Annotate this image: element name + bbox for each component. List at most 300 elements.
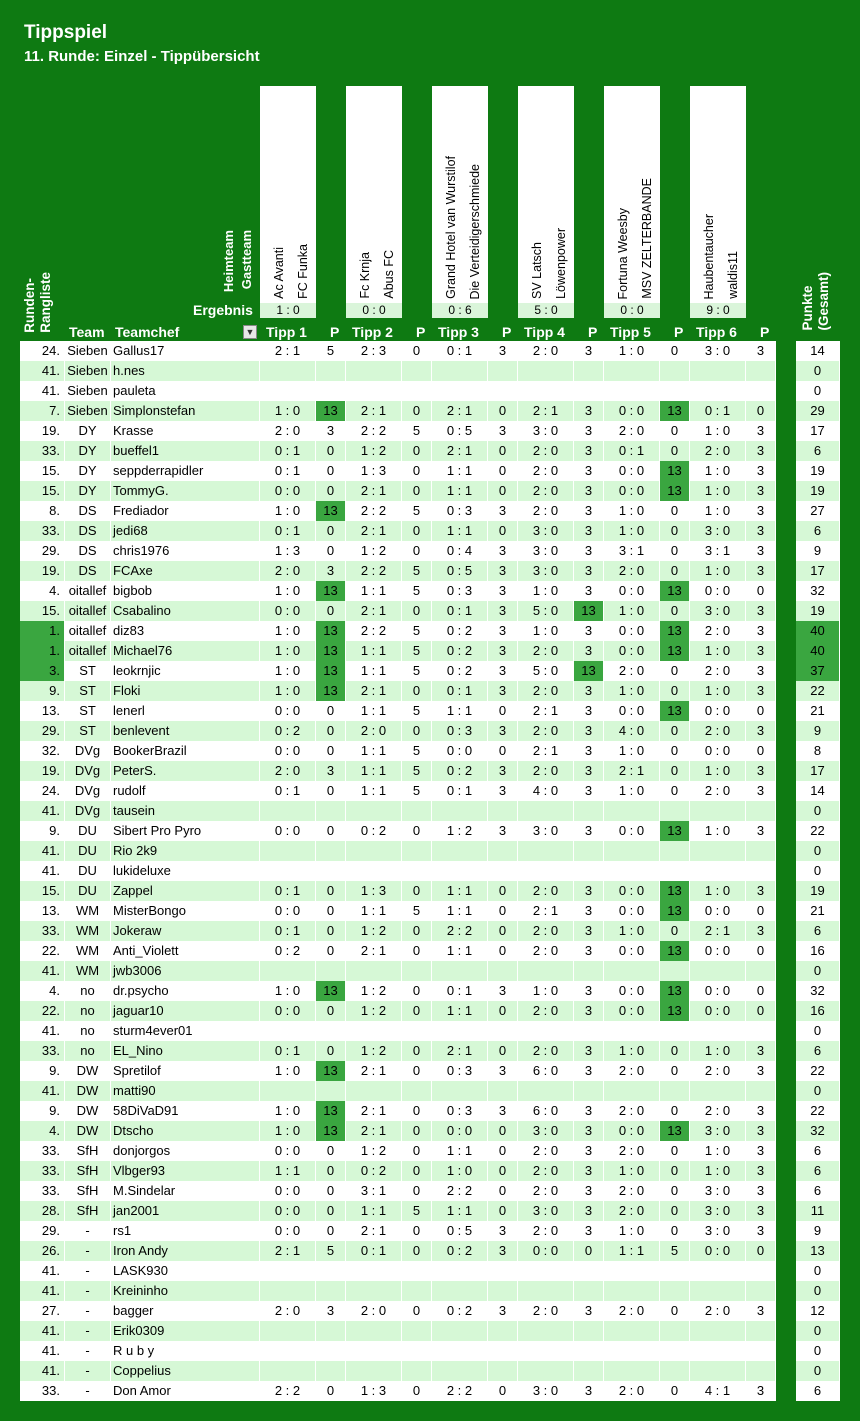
tipp1-cell: [260, 841, 316, 861]
p4-cell: 3: [574, 1061, 604, 1081]
tipp1-cell: 0 : 1: [260, 1041, 316, 1061]
table-row: [20, 921, 840, 941]
p2-cell: 0: [402, 521, 432, 541]
p4-cell: 3: [574, 421, 604, 441]
rank-cell: 33.: [20, 521, 65, 541]
p4-cell: 3: [574, 501, 604, 521]
tipp6-cell: [690, 1341, 746, 1361]
p2-cell: 5: [402, 661, 432, 681]
p6-cell: 3: [746, 1221, 776, 1241]
total-points-cell: 29: [796, 401, 840, 421]
p3-cell: [488, 1081, 518, 1101]
p3-cell: 3: [488, 641, 518, 661]
p3-cell: 0: [488, 901, 518, 921]
tipp5-cell: 1 : 0: [604, 681, 660, 701]
p6-cell: [746, 1361, 776, 1381]
table-row: [20, 681, 840, 701]
tipp2-cell: 2 : 1: [346, 481, 402, 501]
p4-cell: [574, 1341, 604, 1361]
teamchef-cell: Dtscho: [111, 1121, 260, 1141]
total-points-cell: 21: [796, 901, 840, 921]
tipp1-cell: 1 : 0: [260, 981, 316, 1001]
tipp6-cell: 3 : 0: [690, 521, 746, 541]
total-points-cell: 0: [796, 381, 840, 401]
tipp4-cell: 2 : 0: [518, 1141, 574, 1161]
teamchef-cell: bagger: [111, 1301, 260, 1321]
team-cell: oitallef: [65, 581, 111, 601]
tipp3-cell: 0 : 5: [432, 421, 488, 441]
page-subtitle: 11. Runde: Einzel - Tippübersicht: [24, 48, 260, 65]
tipp1-cell: [260, 861, 316, 881]
away-team-name: Löwenpower: [554, 228, 568, 299]
tipp5-cell: 2 : 1: [604, 761, 660, 781]
column-gap: [776, 401, 796, 421]
tipp3-cell: 2 : 2: [432, 921, 488, 941]
teamchef-cell: lenerl: [111, 701, 260, 721]
tipp1-cell: 0 : 2: [260, 941, 316, 961]
tipp6-cell: [690, 1361, 746, 1381]
match-header-5: [604, 86, 660, 315]
p2-cell: 0: [402, 461, 432, 481]
p6-cell: 0: [746, 741, 776, 761]
tipp6-cell: 3 : 1: [690, 541, 746, 561]
teamchef-cell: bueffel1: [111, 441, 260, 461]
total-points-cell: 0: [796, 1361, 840, 1381]
home-team-name: Fc Krnja: [358, 252, 372, 299]
p1-cell: [316, 381, 346, 401]
rank-cell: 28.: [20, 1201, 65, 1221]
table-row: [20, 841, 840, 861]
rank-cell: 22.: [20, 941, 65, 961]
team-column-header: Team: [69, 324, 105, 340]
p2-cell: [402, 1321, 432, 1341]
teamchef-cell: chris1976: [111, 541, 260, 561]
tipp1-cell: 0 : 0: [260, 741, 316, 761]
p1-cell: 0: [316, 1161, 346, 1181]
p4-cell: [574, 1261, 604, 1281]
tipp3-cell: [432, 1361, 488, 1381]
tipp2-cell: 2 : 2: [346, 621, 402, 641]
p6-cell: [746, 1261, 776, 1281]
tipp4-cell: 3 : 0: [518, 421, 574, 441]
tipp1-cell: [260, 1341, 316, 1361]
column-gap: [776, 481, 796, 501]
tipp6-cell: 2 : 0: [690, 1101, 746, 1121]
p3-cell: 0: [488, 741, 518, 761]
tipp5-cell: 0 : 0: [604, 581, 660, 601]
tipp2-cell: 1 : 1: [346, 781, 402, 801]
tipp3-cell: [432, 861, 488, 881]
column-gap: [776, 1381, 796, 1401]
p4-cell: [574, 961, 604, 981]
p1-cell: 13: [316, 1101, 346, 1121]
tipp3-cell: 2 : 1: [432, 401, 488, 421]
tipp2-cell: [346, 1341, 402, 1361]
total-points-cell: 6: [796, 1381, 840, 1401]
p1-cell: 0: [316, 541, 346, 561]
teamchef-cell: sturm4ever01: [111, 1021, 260, 1041]
total-points-cell: 0: [796, 1261, 840, 1281]
tipp5-cell: [604, 861, 660, 881]
table-row: [20, 621, 840, 641]
p5-cell: [660, 801, 690, 821]
tipp4-cell: 2 : 1: [518, 701, 574, 721]
column-gap: [776, 1001, 796, 1021]
tipp4-cell: 2 : 0: [518, 921, 574, 941]
tipp-column-header: Tipp 4: [524, 324, 565, 340]
p6-cell: 3: [746, 921, 776, 941]
p6-cell: 3: [746, 1121, 776, 1141]
tipp4-cell: [518, 861, 574, 881]
tipp1-cell: 1 : 0: [260, 581, 316, 601]
table-row: [20, 1081, 840, 1101]
away-team-name: Die Verteidigerschmiede: [468, 163, 482, 299]
team-cell: -: [65, 1281, 111, 1301]
p2-cell: 5: [402, 701, 432, 721]
tipp6-cell: 2 : 0: [690, 1061, 746, 1081]
tipp5-cell: [604, 961, 660, 981]
p6-cell: 0: [746, 581, 776, 601]
tipp1-cell: 1 : 0: [260, 501, 316, 521]
tipp6-cell: 3 : 0: [690, 1201, 746, 1221]
p1-cell: 3: [316, 421, 346, 441]
total-points-cell: 12: [796, 1301, 840, 1321]
p6-cell: 0: [746, 1001, 776, 1021]
tipp2-cell: 1 : 1: [346, 581, 402, 601]
team-cell: -: [65, 1221, 111, 1241]
tipp5-cell: [604, 801, 660, 821]
p4-cell: [574, 861, 604, 881]
p2-cell: 0: [402, 1181, 432, 1201]
p2-cell: 0: [402, 541, 432, 561]
p2-cell: [402, 361, 432, 381]
tipp6-cell: 0 : 0: [690, 701, 746, 721]
rank-cell: 41.: [20, 1021, 65, 1041]
rank-cell: 7.: [20, 401, 65, 421]
p4-cell: 3: [574, 541, 604, 561]
p1-cell: 0: [316, 701, 346, 721]
tipp1-cell: 0 : 1: [260, 921, 316, 941]
rank-cell: 41.: [20, 381, 65, 401]
tipp2-cell: 2 : 1: [346, 1101, 402, 1121]
teamchef-cell: matti90: [111, 1081, 260, 1101]
p4-cell: 3: [574, 1221, 604, 1241]
teamchef-cell: R u b y: [111, 1341, 260, 1361]
team-cell: no: [65, 981, 111, 1001]
tipp2-cell: 1 : 1: [346, 1201, 402, 1221]
p5-cell: 0: [660, 1061, 690, 1081]
p5-cell: 13: [660, 941, 690, 961]
p5-cell: [660, 1281, 690, 1301]
tipp6-cell: [690, 1021, 746, 1041]
away-team-name: waldis11: [726, 251, 740, 299]
p5-cell: 0: [660, 921, 690, 941]
p1-cell: 0: [316, 521, 346, 541]
table-row: [20, 441, 840, 461]
table-row: [20, 1001, 840, 1021]
teamchef-cell: diz83: [111, 621, 260, 641]
p1-cell: 0: [316, 441, 346, 461]
tipp2-cell: 2 : 1: [346, 601, 402, 621]
table-row: [20, 481, 840, 501]
tipp6-cell: 2 : 0: [690, 721, 746, 741]
column-gap: [776, 761, 796, 781]
rank-cell: 33.: [20, 921, 65, 941]
tipp4-cell: [518, 1261, 574, 1281]
table-row: [20, 561, 840, 581]
filter-dropdown-button[interactable]: ▼: [243, 325, 257, 339]
rank-cell: 9.: [20, 821, 65, 841]
p1-cell: [316, 1361, 346, 1381]
p5-cell: 0: [660, 421, 690, 441]
p4-cell: 3: [574, 621, 604, 641]
p6-cell: 3: [746, 721, 776, 741]
p4-cell: 3: [574, 721, 604, 741]
rank-cell: 8.: [20, 501, 65, 521]
total-points-cell: 17: [796, 561, 840, 581]
total-points-cell: 6: [796, 921, 840, 941]
tipp3-cell: 0 : 1: [432, 341, 488, 361]
p1-cell: 0: [316, 601, 346, 621]
p1-cell: 0: [316, 1001, 346, 1021]
tipp3-cell: 0 : 0: [432, 1121, 488, 1141]
table-row: [20, 1261, 840, 1281]
tipp3-cell: 1 : 1: [432, 521, 488, 541]
p3-cell: 0: [488, 461, 518, 481]
column-gap: [776, 921, 796, 941]
rank-cell: 15.: [20, 881, 65, 901]
p2-cell: [402, 1361, 432, 1381]
rank-cell: 24.: [20, 341, 65, 361]
p4-cell: 3: [574, 1201, 604, 1221]
total-points-cell: 32: [796, 981, 840, 1001]
rank-cell: 32.: [20, 741, 65, 761]
p6-cell: 3: [746, 681, 776, 701]
tipp3-cell: [432, 961, 488, 981]
team-cell: oitallef: [65, 601, 111, 621]
rank-cell: 19.: [20, 421, 65, 441]
tipp1-cell: 0 : 0: [260, 1181, 316, 1201]
tipp3-cell: 0 : 3: [432, 721, 488, 741]
tipp3-cell: 0 : 3: [432, 1101, 488, 1121]
p3-cell: 0: [488, 881, 518, 901]
p6-cell: 0: [746, 941, 776, 961]
tipp5-cell: 2 : 0: [604, 421, 660, 441]
p1-cell: 3: [316, 1301, 346, 1321]
column-gap: [776, 1281, 796, 1301]
tipp4-cell: [518, 841, 574, 861]
tipp2-cell: 1 : 3: [346, 881, 402, 901]
table-row: [20, 861, 840, 881]
p6-cell: [746, 1321, 776, 1341]
p3-cell: [488, 1261, 518, 1281]
tipp4-cell: 3 : 0: [518, 1121, 574, 1141]
tipp2-cell: 2 : 0: [346, 1301, 402, 1321]
p6-cell: 3: [746, 781, 776, 801]
rank-cell: 24.: [20, 781, 65, 801]
teamchef-cell: Iron Andy: [111, 1241, 260, 1261]
p1-cell: 13: [316, 1121, 346, 1141]
tipp6-cell: 0 : 0: [690, 981, 746, 1001]
p2-cell: 0: [402, 1041, 432, 1061]
p1-cell: 0: [316, 941, 346, 961]
tipp1-cell: [260, 1361, 316, 1381]
rank-cell: 41.: [20, 801, 65, 821]
p6-cell: 3: [746, 341, 776, 361]
tipp5-cell: [604, 1021, 660, 1041]
match-header-6: [690, 86, 746, 315]
p5-cell: 0: [660, 741, 690, 761]
table-row: [20, 941, 840, 961]
tipp2-cell: 1 : 2: [346, 441, 402, 461]
p2-cell: [402, 1021, 432, 1041]
p6-cell: 0: [746, 401, 776, 421]
team-cell: -: [65, 1341, 111, 1361]
table-row: [20, 881, 840, 901]
home-team-name: SV Latsch: [530, 242, 544, 299]
tipp5-cell: 2 : 0: [604, 1181, 660, 1201]
tipp1-cell: [260, 1081, 316, 1101]
tipp4-cell: 1 : 0: [518, 581, 574, 601]
team-cell: oitallef: [65, 621, 111, 641]
tipp4-cell: 2 : 0: [518, 461, 574, 481]
tipp6-cell: [690, 381, 746, 401]
p2-cell: 0: [402, 1301, 432, 1321]
total-points-cell: 8: [796, 741, 840, 761]
tipp5-cell: 0 : 0: [604, 981, 660, 1001]
tipp3-cell: [432, 801, 488, 821]
p4-cell: 3: [574, 481, 604, 501]
tipp5-cell: [604, 1361, 660, 1381]
column-gap: [776, 1261, 796, 1281]
tipp6-cell: 3 : 0: [690, 1181, 746, 1201]
p4-cell: 13: [574, 661, 604, 681]
p2-cell: 5: [402, 901, 432, 921]
tipp2-cell: 1 : 1: [346, 641, 402, 661]
p3-cell: 3: [488, 1101, 518, 1121]
p3-cell: [488, 801, 518, 821]
tipp2-cell: 2 : 1: [346, 1061, 402, 1081]
tipp3-cell: [432, 361, 488, 381]
p6-cell: 0: [746, 1241, 776, 1261]
p6-cell: [746, 801, 776, 821]
tipp2-cell: [346, 1281, 402, 1301]
tipp6-cell: 3 : 0: [690, 341, 746, 361]
p6-cell: [746, 861, 776, 881]
tipp4-cell: 2 : 0: [518, 1161, 574, 1181]
tipp3-cell: 1 : 1: [432, 1001, 488, 1021]
tipp6-cell: 0 : 0: [690, 741, 746, 761]
tipp4-cell: 2 : 0: [518, 761, 574, 781]
p5-cell: 13: [660, 881, 690, 901]
p2-cell: 5: [402, 501, 432, 521]
p2-cell: 0: [402, 941, 432, 961]
table-row: [20, 721, 840, 741]
column-gap: [776, 1121, 796, 1141]
table-row: [20, 961, 840, 981]
tipp5-cell: 1 : 1: [604, 1241, 660, 1261]
tipp6-cell: 0 : 0: [690, 1241, 746, 1261]
tipp6-cell: [690, 1321, 746, 1341]
tipp1-cell: 0 : 1: [260, 881, 316, 901]
total-points-cell: 0: [796, 1281, 840, 1301]
gastteam-label: Gastteam: [239, 230, 254, 290]
tipp4-cell: 2 : 0: [518, 681, 574, 701]
tipp4-cell: 2 : 0: [518, 1001, 574, 1021]
table-row: [20, 381, 840, 401]
tipp4-cell: [518, 801, 574, 821]
tipp6-cell: 1 : 0: [690, 881, 746, 901]
teamchef-cell: jwb3006: [111, 961, 260, 981]
tipp4-cell: 1 : 0: [518, 621, 574, 641]
tipp4-cell: 2 : 0: [518, 1301, 574, 1321]
match-result: 0 : 0: [346, 303, 402, 318]
team-cell: DVg: [65, 781, 111, 801]
table-row: [20, 661, 840, 681]
p2-cell: [402, 841, 432, 861]
teamchef-cell: benlevent: [111, 721, 260, 741]
p3-cell: 0: [488, 1381, 518, 1401]
rank-cell: 29.: [20, 1221, 65, 1241]
p3-cell: 0: [488, 521, 518, 541]
p2-cell: 0: [402, 1101, 432, 1121]
tipp6-cell: 1 : 0: [690, 501, 746, 521]
p6-cell: 3: [746, 1181, 776, 1201]
tipp1-cell: 0 : 2: [260, 721, 316, 741]
p6-cell: 3: [746, 481, 776, 501]
p5-cell: 0: [660, 1181, 690, 1201]
teamchef-cell: PeterS.: [111, 761, 260, 781]
tipp3-cell: [432, 841, 488, 861]
p4-cell: 3: [574, 1381, 604, 1401]
column-gap: [776, 681, 796, 701]
p4-cell: 3: [574, 701, 604, 721]
teamchef-cell: Vlbger93: [111, 1161, 260, 1181]
p5-cell: 0: [660, 1201, 690, 1221]
tipp1-cell: [260, 1261, 316, 1281]
tipp5-cell: 1 : 0: [604, 741, 660, 761]
teamchef-column-header: Teamchef: [115, 324, 180, 340]
table-row: [20, 501, 840, 521]
tipp2-cell: 2 : 1: [346, 941, 402, 961]
p4-cell: 3: [574, 1001, 604, 1021]
tipp3-cell: 0 : 1: [432, 981, 488, 1001]
tipp1-cell: 2 : 1: [260, 341, 316, 361]
p6-cell: [746, 1081, 776, 1101]
p4-cell: 13: [574, 601, 604, 621]
p1-cell: 0: [316, 481, 346, 501]
total-points-cell: 9: [796, 721, 840, 741]
p1-cell: 0: [316, 1141, 346, 1161]
tipp6-cell: 1 : 0: [690, 761, 746, 781]
home-team-name: Fortuna Weesby: [616, 207, 630, 299]
tipp6-cell: 3 : 0: [690, 1121, 746, 1141]
p6-cell: 3: [746, 1101, 776, 1121]
column-gap: [776, 861, 796, 881]
tipp5-cell: 1 : 0: [604, 1041, 660, 1061]
team-cell: SfH: [65, 1201, 111, 1221]
tipp2-cell: [346, 841, 402, 861]
team-cell: SfH: [65, 1141, 111, 1161]
tipp2-cell: 2 : 0: [346, 721, 402, 741]
table-row: [20, 1041, 840, 1061]
p1-cell: 0: [316, 721, 346, 741]
tipp6-cell: 3 : 0: [690, 601, 746, 621]
tipp4-cell: [518, 1361, 574, 1381]
table-row: [20, 801, 840, 821]
tipp2-cell: [346, 1361, 402, 1381]
p3-cell: 3: [488, 681, 518, 701]
